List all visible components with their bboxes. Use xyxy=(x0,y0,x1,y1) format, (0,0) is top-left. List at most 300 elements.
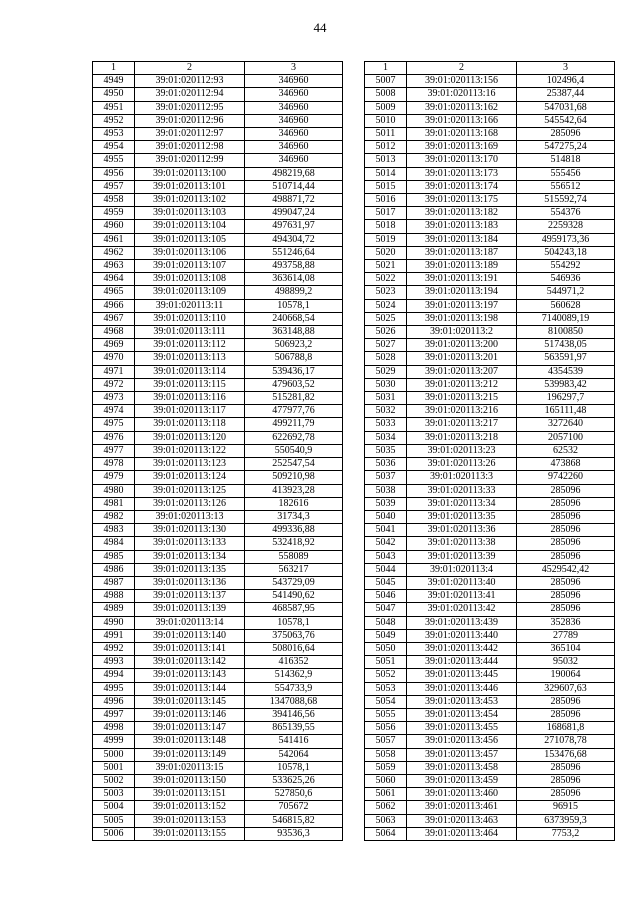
table-row xyxy=(365,444,615,457)
value-cell: 285096 xyxy=(517,761,615,774)
value-cell: 3272640 xyxy=(517,418,615,431)
value-cell: 346960 xyxy=(245,154,343,167)
row-number-cell: 4979 xyxy=(93,471,135,484)
value-cell: 547031,68 xyxy=(517,101,615,114)
cadastral-number-cell: 39:01:020112:93 xyxy=(135,75,245,88)
value-cell: 494304,72 xyxy=(245,233,343,246)
table-row xyxy=(365,722,615,735)
row-number-cell: 5037 xyxy=(365,471,407,484)
row-number-cell: 5021 xyxy=(365,260,407,273)
value-cell: 547275,24 xyxy=(517,141,615,154)
table-row xyxy=(365,141,615,154)
table-row xyxy=(93,260,343,273)
row-number-cell: 4960 xyxy=(93,220,135,233)
table-row xyxy=(365,484,615,497)
row-number-cell: 4973 xyxy=(93,392,135,405)
cadastral-number-cell: 39:01:020113:109 xyxy=(135,286,245,299)
cadastral-number-cell: 39:01:020113:463 xyxy=(407,814,517,827)
row-number-cell: 4962 xyxy=(93,246,135,259)
cadastral-number-cell: 39:01:020113:35 xyxy=(407,510,517,523)
cadastral-number-cell: 39:01:020113:2 xyxy=(407,326,517,339)
row-number-cell: 5029 xyxy=(365,365,407,378)
cadastral-number-cell: 39:01:020113:124 xyxy=(135,471,245,484)
value-cell: 473868 xyxy=(517,458,615,471)
cadastral-number-cell: 39:01:020113:191 xyxy=(407,273,517,286)
table-row xyxy=(365,656,615,669)
value-cell: 554292 xyxy=(517,260,615,273)
row-number-cell: 5046 xyxy=(365,590,407,603)
column-header: 3 xyxy=(245,62,343,75)
table-row xyxy=(365,233,615,246)
cadastral-number-cell: 39:01:020113:182 xyxy=(407,207,517,220)
row-number-cell: 5032 xyxy=(365,405,407,418)
row-number-cell: 5025 xyxy=(365,312,407,325)
value-cell: 285096 xyxy=(517,708,615,721)
table-row xyxy=(365,260,615,273)
row-number-cell: 4953 xyxy=(93,128,135,141)
value-cell: 498899,2 xyxy=(245,286,343,299)
row-number-cell: 5052 xyxy=(365,669,407,682)
data-table-left xyxy=(92,61,343,841)
table-row xyxy=(365,273,615,286)
cadastral-number-cell: 39:01:020113:116 xyxy=(135,392,245,405)
value-cell: 285096 xyxy=(517,484,615,497)
value-cell: 542064 xyxy=(245,748,343,761)
value-cell: 10578,1 xyxy=(245,761,343,774)
table-row xyxy=(93,392,343,405)
table-row xyxy=(365,88,615,101)
cadastral-number-cell: 39:01:020113:140 xyxy=(135,629,245,642)
value-cell: 545542,64 xyxy=(517,114,615,127)
row-number-cell: 4951 xyxy=(93,101,135,114)
cadastral-number-cell: 39:01:020112:98 xyxy=(135,141,245,154)
row-number-cell: 5005 xyxy=(93,814,135,827)
cadastral-number-cell: 39:01:020113:456 xyxy=(407,735,517,748)
value-cell: 285096 xyxy=(517,550,615,563)
value-cell: 865139,55 xyxy=(245,722,343,735)
table-row xyxy=(365,167,615,180)
value-cell: 271078,78 xyxy=(517,735,615,748)
cadastral-number-cell: 39:01:020113:38 xyxy=(407,537,517,550)
value-cell: 532418,92 xyxy=(245,537,343,550)
table-row xyxy=(93,748,343,761)
cadastral-number-cell: 39:01:020113:105 xyxy=(135,233,245,246)
row-number-cell: 5016 xyxy=(365,194,407,207)
row-number-cell: 5008 xyxy=(365,88,407,101)
value-cell: 546936 xyxy=(517,273,615,286)
table-row xyxy=(93,75,343,88)
value-cell: 506788,8 xyxy=(245,352,343,365)
value-cell: 10578,1 xyxy=(245,299,343,312)
table-row xyxy=(93,616,343,629)
row-number-cell: 4993 xyxy=(93,656,135,669)
row-number-cell: 4984 xyxy=(93,537,135,550)
row-number-cell: 5004 xyxy=(93,801,135,814)
row-number-cell: 5009 xyxy=(365,101,407,114)
table-row xyxy=(93,827,343,840)
cadastral-number-cell: 39:01:020112:96 xyxy=(135,114,245,127)
value-cell: 550540,9 xyxy=(245,444,343,457)
cadastral-number-cell: 39:01:020113:110 xyxy=(135,312,245,325)
value-cell: 10578,1 xyxy=(245,616,343,629)
table-row xyxy=(365,669,615,682)
value-cell: 498219,68 xyxy=(245,167,343,180)
table-row xyxy=(365,774,615,787)
value-cell: 555456 xyxy=(517,167,615,180)
value-cell: 285096 xyxy=(517,524,615,537)
table-header-row xyxy=(93,62,343,75)
value-cell: 346960 xyxy=(245,101,343,114)
cadastral-number-cell: 39:01:020113:23 xyxy=(407,444,517,457)
table-header-row xyxy=(365,62,615,75)
row-number-cell: 4959 xyxy=(93,207,135,220)
table-row xyxy=(93,339,343,352)
value-cell: 543729,09 xyxy=(245,576,343,589)
cadastral-number-cell: 39:01:020113:445 xyxy=(407,669,517,682)
cadastral-number-cell: 39:01:020113:145 xyxy=(135,695,245,708)
table-row xyxy=(93,207,343,220)
row-number-cell: 5011 xyxy=(365,128,407,141)
column-header: 3 xyxy=(517,62,615,75)
row-number-cell: 5003 xyxy=(93,788,135,801)
cadastral-number-cell: 39:01:020112:95 xyxy=(135,101,245,114)
value-cell: 504243,18 xyxy=(517,246,615,259)
column-header: 1 xyxy=(93,62,135,75)
table-row xyxy=(93,458,343,471)
row-number-cell: 5014 xyxy=(365,167,407,180)
table-row xyxy=(93,590,343,603)
value-cell: 102496,4 xyxy=(517,75,615,88)
row-number-cell: 4991 xyxy=(93,629,135,642)
row-number-cell: 4997 xyxy=(93,708,135,721)
cadastral-number-cell: 39:01:020113:175 xyxy=(407,194,517,207)
value-cell: 285096 xyxy=(517,590,615,603)
row-number-cell: 5048 xyxy=(365,616,407,629)
value-cell: 533625,26 xyxy=(245,774,343,787)
row-number-cell: 4961 xyxy=(93,233,135,246)
table-row xyxy=(365,524,615,537)
value-cell: 285096 xyxy=(517,695,615,708)
value-cell: 365104 xyxy=(517,642,615,655)
value-cell: 31734,3 xyxy=(245,510,343,523)
row-number-cell: 5050 xyxy=(365,642,407,655)
value-cell: 375063,76 xyxy=(245,629,343,642)
row-number-cell: 5007 xyxy=(365,75,407,88)
row-number-cell: 5053 xyxy=(365,682,407,695)
table-row xyxy=(93,326,343,339)
table-row xyxy=(365,431,615,444)
cadastral-number-cell: 39:01:020113:170 xyxy=(407,154,517,167)
cadastral-number-cell: 39:01:020113:33 xyxy=(407,484,517,497)
row-number-cell: 4972 xyxy=(93,378,135,391)
cadastral-number-cell: 39:01:020113:442 xyxy=(407,642,517,655)
cadastral-number-cell: 39:01:020113:459 xyxy=(407,774,517,787)
row-number-cell: 4963 xyxy=(93,260,135,273)
value-cell: 499047,24 xyxy=(245,207,343,220)
cadastral-number-cell: 39:01:020113:118 xyxy=(135,418,245,431)
cadastral-number-cell: 39:01:020113:126 xyxy=(135,497,245,510)
row-number-cell: 5024 xyxy=(365,299,407,312)
cadastral-number-cell: 39:01:020113:455 xyxy=(407,722,517,735)
cadastral-number-cell: 39:01:020113:123 xyxy=(135,458,245,471)
value-cell: 556512 xyxy=(517,180,615,193)
table-row xyxy=(365,286,615,299)
table-row xyxy=(93,194,343,207)
value-cell: 416352 xyxy=(245,656,343,669)
value-cell: 4354539 xyxy=(517,365,615,378)
cadastral-number-cell: 39:01:020113:218 xyxy=(407,431,517,444)
row-number-cell: 5059 xyxy=(365,761,407,774)
value-cell: 413923,28 xyxy=(245,484,343,497)
table-row xyxy=(365,695,615,708)
cadastral-number-cell: 39:01:020113:115 xyxy=(135,378,245,391)
value-cell: 329607,63 xyxy=(517,682,615,695)
row-number-cell: 4974 xyxy=(93,405,135,418)
cadastral-number-cell: 39:01:020113:34 xyxy=(407,497,517,510)
value-cell: 8100850 xyxy=(517,326,615,339)
value-cell: 539983,42 xyxy=(517,378,615,391)
table-row xyxy=(93,814,343,827)
value-cell: 153476,68 xyxy=(517,748,615,761)
row-number-cell: 5042 xyxy=(365,537,407,550)
value-cell: 4529542,42 xyxy=(517,563,615,576)
table-row xyxy=(365,761,615,774)
column-header: 1 xyxy=(365,62,407,75)
row-number-cell: 4996 xyxy=(93,695,135,708)
table-row xyxy=(365,471,615,484)
value-cell: 4959173,36 xyxy=(517,233,615,246)
cadastral-number-cell: 39:01:020113:189 xyxy=(407,260,517,273)
cadastral-number-cell: 39:01:020113:166 xyxy=(407,114,517,127)
row-number-cell: 4955 xyxy=(93,154,135,167)
table-row xyxy=(365,563,615,576)
value-cell: 499211,79 xyxy=(245,418,343,431)
table-row xyxy=(93,774,343,787)
cadastral-number-cell: 39:01:020113:114 xyxy=(135,365,245,378)
row-number-cell: 5017 xyxy=(365,207,407,220)
value-cell: 510714,44 xyxy=(245,180,343,193)
value-cell: 285096 xyxy=(517,510,615,523)
cadastral-number-cell: 39:01:020113:130 xyxy=(135,524,245,537)
table-row xyxy=(365,114,615,127)
value-cell: 497631,97 xyxy=(245,220,343,233)
cadastral-number-cell: 39:01:020113:136 xyxy=(135,576,245,589)
value-cell: 363614,08 xyxy=(245,273,343,286)
cadastral-number-cell: 39:01:020113:14 xyxy=(135,616,245,629)
cadastral-number-cell: 39:01:020113:102 xyxy=(135,194,245,207)
value-cell: 493758,88 xyxy=(245,260,343,273)
cadastral-number-cell: 39:01:020113:454 xyxy=(407,708,517,721)
row-number-cell: 4985 xyxy=(93,550,135,563)
row-number-cell: 5056 xyxy=(365,722,407,735)
table-row xyxy=(365,312,615,325)
cadastral-number-cell: 39:01:020113:187 xyxy=(407,246,517,259)
value-cell: 346960 xyxy=(245,141,343,154)
table-row xyxy=(93,405,343,418)
row-number-cell: 5061 xyxy=(365,788,407,801)
value-cell: 352836 xyxy=(517,616,615,629)
row-number-cell: 5057 xyxy=(365,735,407,748)
cadastral-number-cell: 39:01:020113:201 xyxy=(407,352,517,365)
value-cell: 96915 xyxy=(517,801,615,814)
table-row xyxy=(365,576,615,589)
value-cell: 541416 xyxy=(245,735,343,748)
cadastral-number-cell: 39:01:020113:117 xyxy=(135,405,245,418)
value-cell: 541490,62 xyxy=(245,590,343,603)
row-number-cell: 4971 xyxy=(93,365,135,378)
table-row xyxy=(365,128,615,141)
row-number-cell: 4950 xyxy=(93,88,135,101)
cadastral-number-cell: 39:01:020113:217 xyxy=(407,418,517,431)
cadastral-number-cell: 39:01:020113:125 xyxy=(135,484,245,497)
row-number-cell: 4982 xyxy=(93,510,135,523)
table-row xyxy=(93,669,343,682)
value-cell: 477977,76 xyxy=(245,405,343,418)
cadastral-number-cell: 39:01:020113:106 xyxy=(135,246,245,259)
cadastral-number-cell: 39:01:020113:141 xyxy=(135,642,245,655)
cadastral-number-cell: 39:01:020113:42 xyxy=(407,603,517,616)
row-number-cell: 5020 xyxy=(365,246,407,259)
table-row xyxy=(365,339,615,352)
value-cell: 515281,82 xyxy=(245,392,343,405)
value-cell: 285096 xyxy=(517,788,615,801)
row-number-cell: 4978 xyxy=(93,458,135,471)
value-cell: 7753,2 xyxy=(517,827,615,840)
value-cell: 394146,56 xyxy=(245,708,343,721)
table-row xyxy=(365,220,615,233)
cadastral-number-cell: 39:01:020113:446 xyxy=(407,682,517,695)
table-row xyxy=(93,563,343,576)
cadastral-number-cell: 39:01:020113:198 xyxy=(407,312,517,325)
cadastral-number-cell: 39:01:020113:183 xyxy=(407,220,517,233)
row-number-cell: 5051 xyxy=(365,656,407,669)
cadastral-number-cell: 39:01:020113:444 xyxy=(407,656,517,669)
cadastral-number-cell: 39:01:020113:148 xyxy=(135,735,245,748)
row-number-cell: 5040 xyxy=(365,510,407,523)
value-cell: 9742260 xyxy=(517,471,615,484)
value-cell: 560628 xyxy=(517,299,615,312)
cadastral-number-cell: 39:01:020113:200 xyxy=(407,339,517,352)
value-cell: 515592,74 xyxy=(517,194,615,207)
table-row xyxy=(93,801,343,814)
cadastral-number-cell: 39:01:020113:104 xyxy=(135,220,245,233)
value-cell: 7140089,19 xyxy=(517,312,615,325)
table-row xyxy=(93,761,343,774)
row-number-cell: 5002 xyxy=(93,774,135,787)
table-row xyxy=(93,299,343,312)
cadastral-number-cell: 39:01:020113:150 xyxy=(135,774,245,787)
value-cell: 2259328 xyxy=(517,220,615,233)
value-cell: 468587,95 xyxy=(245,603,343,616)
cadastral-number-cell: 39:01:020113:149 xyxy=(135,748,245,761)
row-number-cell: 5010 xyxy=(365,114,407,127)
column-header: 2 xyxy=(407,62,517,75)
value-cell: 517438,05 xyxy=(517,339,615,352)
value-cell: 240668,54 xyxy=(245,312,343,325)
cadastral-number-cell: 39:01:020113:111 xyxy=(135,326,245,339)
row-number-cell: 5062 xyxy=(365,801,407,814)
table-row xyxy=(93,141,343,154)
value-cell: 539436,17 xyxy=(245,365,343,378)
table-row xyxy=(93,722,343,735)
value-cell: 2057100 xyxy=(517,431,615,444)
table-row xyxy=(365,352,615,365)
cadastral-number-cell: 39:01:020113:4 xyxy=(407,563,517,576)
cadastral-number-cell: 39:01:020113:143 xyxy=(135,669,245,682)
value-cell: 506923,2 xyxy=(245,339,343,352)
row-number-cell: 4977 xyxy=(93,444,135,457)
value-cell: 499336,88 xyxy=(245,524,343,537)
table-row xyxy=(93,128,343,141)
row-number-cell: 5058 xyxy=(365,748,407,761)
cadastral-number-cell: 39:01:020112:97 xyxy=(135,128,245,141)
row-number-cell: 4998 xyxy=(93,722,135,735)
cadastral-number-cell: 39:01:020113:107 xyxy=(135,260,245,273)
table-row xyxy=(93,524,343,537)
table-row xyxy=(365,708,615,721)
table-row xyxy=(365,458,615,471)
row-number-cell: 4964 xyxy=(93,273,135,286)
row-number-cell: 4983 xyxy=(93,524,135,537)
cadastral-number-cell: 39:01:020113:194 xyxy=(407,286,517,299)
row-number-cell: 5038 xyxy=(365,484,407,497)
row-number-cell: 5030 xyxy=(365,378,407,391)
row-number-cell: 4949 xyxy=(93,75,135,88)
cadastral-number-cell: 39:01:020113:168 xyxy=(407,128,517,141)
row-number-cell: 5023 xyxy=(365,286,407,299)
table-row xyxy=(365,405,615,418)
value-cell: 554376 xyxy=(517,207,615,220)
table-row xyxy=(93,180,343,193)
value-cell: 563217 xyxy=(245,563,343,576)
cadastral-number-cell: 39:01:020113:197 xyxy=(407,299,517,312)
value-cell: 285096 xyxy=(517,497,615,510)
row-number-cell: 4987 xyxy=(93,576,135,589)
cadastral-number-cell: 39:01:020113:36 xyxy=(407,524,517,537)
table-row xyxy=(93,220,343,233)
table-row xyxy=(365,616,615,629)
row-number-cell: 4970 xyxy=(93,352,135,365)
table-row xyxy=(365,75,615,88)
cadastral-number-cell: 39:01:020113:173 xyxy=(407,167,517,180)
table-row xyxy=(93,550,343,563)
table-row xyxy=(93,537,343,550)
row-number-cell: 4957 xyxy=(93,180,135,193)
table-row xyxy=(93,365,343,378)
row-number-cell: 5027 xyxy=(365,339,407,352)
row-number-cell: 5063 xyxy=(365,814,407,827)
value-cell: 95032 xyxy=(517,656,615,669)
cadastral-number-cell: 39:01:020113:184 xyxy=(407,233,517,246)
table-row xyxy=(93,497,343,510)
value-cell: 62532 xyxy=(517,444,615,457)
table-row xyxy=(93,484,343,497)
row-number-cell: 4992 xyxy=(93,642,135,655)
table-row xyxy=(365,194,615,207)
row-number-cell: 5031 xyxy=(365,392,407,405)
row-number-cell: 4967 xyxy=(93,312,135,325)
row-number-cell: 4965 xyxy=(93,286,135,299)
row-number-cell: 5045 xyxy=(365,576,407,589)
table-row xyxy=(93,233,343,246)
cadastral-number-cell: 39:01:020113:156 xyxy=(407,75,517,88)
row-number-cell: 5006 xyxy=(93,827,135,840)
row-number-cell: 5033 xyxy=(365,418,407,431)
row-number-cell: 4990 xyxy=(93,616,135,629)
table-row xyxy=(93,656,343,669)
table-row xyxy=(93,735,343,748)
table-row xyxy=(93,246,343,259)
